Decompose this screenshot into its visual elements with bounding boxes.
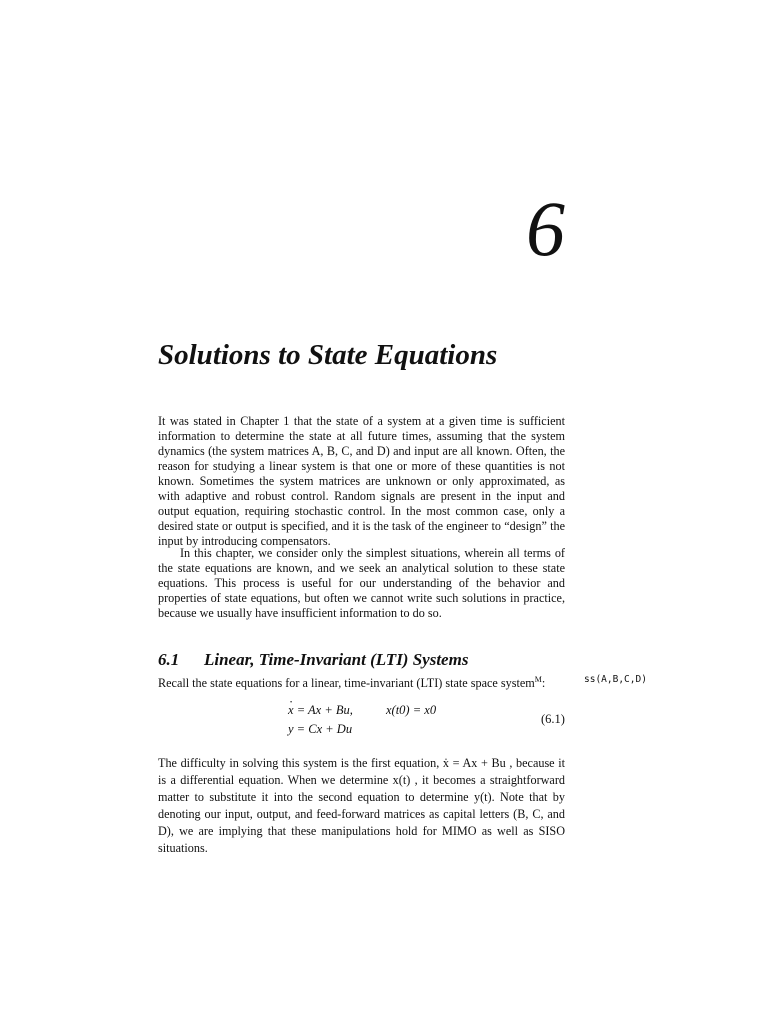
intro-paragraph-1: It was stated in Chapter 1 that the state of a system at a given time is sufficient information to determine the state at all future times, assuming that the system dynamics (the system matrices A, B, C, and D) and input are all known. Often, the reason for studying a linear system is that one or more of these quantities is not known. Sometimes the system matrices are unknown or only approximated, as with adaptive and robust control. Random signals are present in the input and output equation, requiring stochastic control. In the most common case, only a desired state or output is specified, and it is the task of the engineer to “design” the input by introducing compensators. [158, 414, 565, 548]
initial-condition: x(t0) = x0 [386, 703, 437, 717]
chapter-number: 6 [526, 185, 565, 272]
equation-line-1 [288, 703, 353, 718]
recall-colon: : [541, 676, 546, 691]
matlab-superscript: M [534, 675, 542, 684]
body-paragraph-3: The difficulty in solving this system is the first equation, ẋ = Ax + Bu , because it is a differential equation. When we determine x(t) , it becomes a straightforward matter to substitute it into the second equation to determine y(t). Note that by denoting our input, output, and feed-forward matrices as capital letters (B, C, and D), we are implying that these manipulations hold for MIMO as well as SISO situations. [158, 756, 565, 855]
section-heading [158, 650, 468, 670]
recall-text: Recall the state equations for a linear, time-invariant (LTI) state space system [158, 676, 535, 691]
equation-number: (6.1) [541, 712, 565, 726]
chapter-title: Solutions to State Equations [158, 339, 498, 371]
section-title: Linear, Time-Invariant (LTI) Systems [204, 650, 469, 669]
intro-paragraph-2 [158, 546, 565, 621]
margin-code: ss(A,B,C,D) [584, 674, 647, 685]
intro-paragraph-2-text: In this chapter, we consider only the simplest situations, wherein all terms of the state equations are known, and we seek an analytical solution to these state equations. This process is useful for our understanding of the behavior and properties of state equations, but often we cannot write such solutions in practice, because we usually have insufficient information to do so. [158, 546, 565, 620]
recall-sentence [158, 672, 545, 691]
equation-line-1-rhs: = Ax + Bu, [293, 703, 353, 717]
section-number: 6.1 [158, 650, 180, 669]
x-dot-symbol: · x [288, 703, 294, 718]
equation-line-2: y = Cx + Du [288, 722, 353, 736]
